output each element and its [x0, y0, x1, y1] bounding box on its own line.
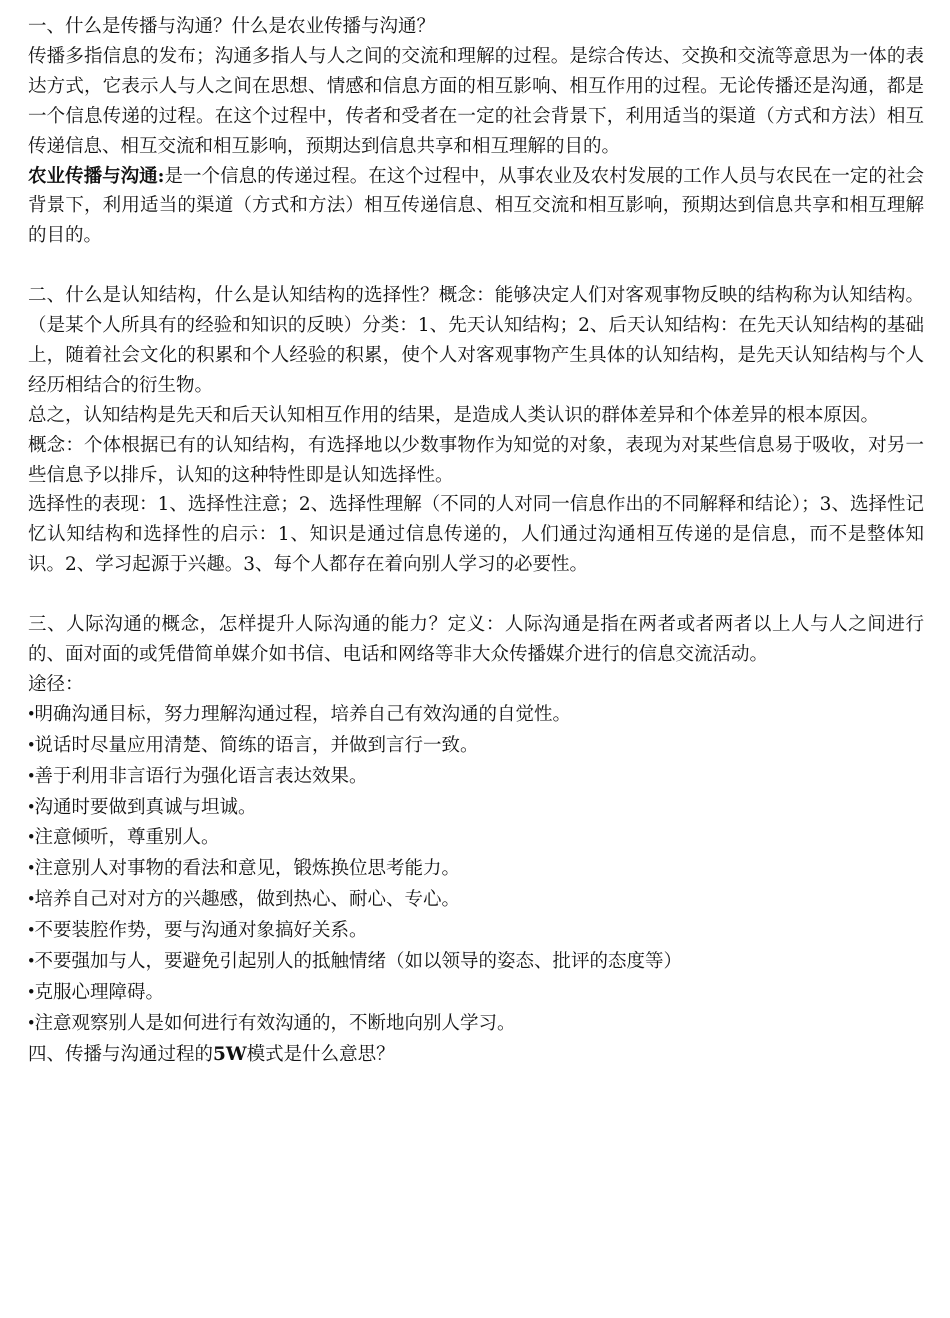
approach-bullet-item [28, 731, 924, 762]
approach-bullet-text: 注意别人对事物的看法和意见，锻炼换位思考能力。 [34, 858, 460, 880]
section1-paragraph-communication: 传播多指信息的发布；沟通多指人与人之间的交流和理解的过程。是综合传达、交换和交流等意思为一体的表达方式，它表示人与人之间在思想、情感和信息方面的相互影响、相互作用的过程。无论传播还是沟通，都是一个信息传递的过程。在这个过程中，传者和受者在一定的社会背景下，利用适当的渠道（方式和方法）相互传递信息、相互交流和相互影响，预期达到信息共享和相互理解的目的。 [28, 45, 924, 157]
bullet-icon: • [28, 766, 35, 787]
bullet-icon: • [28, 1013, 35, 1034]
bullet-icon: • [28, 952, 35, 973]
approach-bullet-text: 善于利用非言语行为强化语言表达效果。 [34, 765, 368, 787]
section1-paragraph-agricultural [28, 162, 924, 252]
approach-bullet-item [28, 762, 924, 793]
bullet-icon: • [28, 982, 35, 1003]
bullet-icon: • [28, 735, 35, 756]
approach-bullet-item [28, 793, 924, 824]
section4-question-prefix: 四、传播与沟通过程的 [28, 1043, 214, 1065]
blank-line [28, 251, 924, 281]
approach-bullet-text: 克服心理障碍。 [34, 981, 164, 1003]
approach-bullet-text: 明确沟通目标，努力理解沟通过程，培养自己有效沟通的自觉性。 [34, 703, 571, 725]
section4-question-suffix: 模式是什么意思？ [246, 1043, 395, 1065]
bullet-icon: • [28, 890, 35, 911]
section2-paragraph-summary: 总之，认知结构是先天和后天认知相互作用的结果，是造成人类认识的群体差异和个体差异的根本原因。 [28, 404, 880, 426]
approach-bullet-list [28, 700, 924, 1040]
approach-bullet-item [28, 916, 924, 947]
section2-paragraph-selectivity-manifestation: 选择性的表现：1、选择性注意；2、选择性理解（不同的人对同一信息作出的不同解释和结论）；3、选择性记忆认知结构和选择性的启示：1、知识是通过信息传递的，人们通过沟通相互传递的是信息，而不是整体知识。2、学习起源于兴趣。3、每个人都存在着向别人学习的必要性。 [28, 494, 924, 576]
section1-question: 一、什么是传播与沟通？什么是农业传播与沟通？ [28, 16, 436, 37]
section4-question [28, 1040, 924, 1070]
bullet-icon: • [28, 704, 35, 725]
bullet-icon: • [28, 828, 35, 849]
approach-bullet-item [28, 947, 924, 978]
section2-paragraph-cognitive-structure: 二、什么是认知结构，什么是认知结构的选择性？概念：能够决定人们对客观事物反映的结构称为认知结构。（是某个人所具有的经验和知识的反映）分类：1、先天认知结构；2、后天认知结构：在先天认知结构的基础上，随着社会文化的积累和个人经验的积累，使个人对客观事物产生具体的认知结构，是先天认知结构与个人经历相结合的衍生物。 [28, 285, 924, 396]
approach-bullet-text: 培养自己对对方的兴趣感，做到热心、耐心、专心。 [34, 889, 460, 911]
approach-bullet-item [28, 823, 924, 854]
approach-bullet-item [28, 700, 924, 731]
approach-bullet-item [28, 854, 924, 885]
bullet-icon: • [28, 921, 35, 942]
blank-line [28, 580, 924, 610]
bullet-icon: • [28, 859, 35, 880]
approach-bullet-text: 沟通时要做到真诚与坦诚。 [34, 796, 257, 818]
section3-approach-label: 途径： [28, 673, 84, 695]
document-page [28, 12, 924, 1070]
section4-question-term: 5W [213, 1043, 247, 1065]
approach-bullet-text: 注意观察别人是如何进行有效沟通的，不断地向别人学习。 [34, 1012, 516, 1034]
section3-paragraph-definition: 三、人际沟通的概念，怎样提升人际沟通的能力？定义：人际沟通是指在两者或者两者以上人与人之间进行的、面对面的或凭借简单媒介如书信、电话和网络等非大众传播媒介进行的信息交流活动。 [28, 614, 924, 665]
section2-paragraph-selectivity-concept: 概念：个体根据已有的认知结构，有选择地以少数事物作为知觉的对象，表现为对某些信息易于吸收，对另一些信息予以排斥，认知的这种特性即是认知选择性。 [28, 434, 924, 486]
approach-bullet-text: 不要装腔作势，要与沟通对象搞好关系。 [34, 920, 368, 942]
approach-bullet-item [28, 1009, 924, 1040]
approach-bullet-item [28, 978, 924, 1009]
approach-bullet-item [28, 885, 924, 916]
section1-term-definition: 是一个信息的传递过程。在这个过程中，从事农业及农村发展的工作人员与农民在一定的社会背景下，利用适当的渠道（方式和方法）相互传递信息、相互交流和相互影响，预期达到信息共享和相互理解的目的。 [28, 165, 924, 247]
approach-bullet-text: 注意倾听，尊重别人。 [34, 827, 220, 849]
approach-bullet-text: 说话时尽量应用清楚、简练的语言，并做到言行一致。 [34, 734, 479, 756]
section1-term: 农业传播与沟通: [28, 165, 165, 187]
approach-bullet-text: 不要强加与人，要避免引起别人的抵触情绪（如以领导的姿态、批评的态度等） [34, 951, 682, 973]
bullet-icon: • [28, 797, 35, 818]
